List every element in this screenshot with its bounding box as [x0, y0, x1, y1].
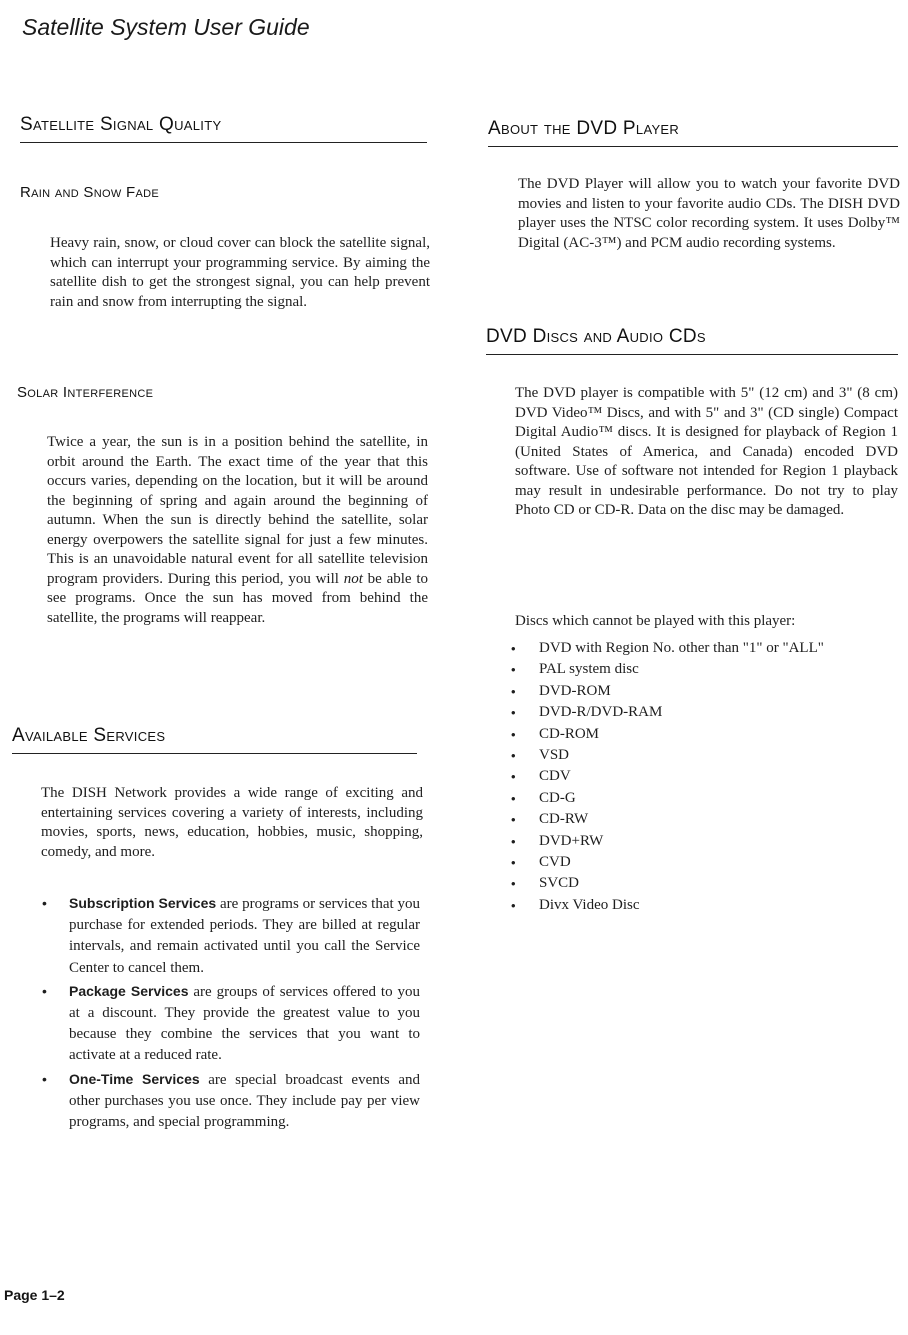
paragraph-rain-snow: Heavy rain, snow, or cloud cover can block the satellite signal, which can interrupt your programming service. By aiming the satellite dish to get the strongest signal, you can help prevent rain and snow from interrupting the signal. [50, 235, 430, 310]
bullet-icon: • [511, 748, 516, 764]
service-description: are programs or services that you purchase for extended periods. They are billed at regular intervals, and remain activated until you call the Service Center to cancel them. [69, 896, 420, 976]
running-header: Satellite System User Guide [22, 14, 310, 40]
bullet-icon: • [511, 726, 516, 742]
subsection-title-solar: Solar Interference [17, 384, 154, 401]
disc-type: CD-ROM [539, 725, 600, 742]
list-item [508, 852, 898, 873]
bullet-icon: • [42, 982, 47, 999]
disc-type: CDV [539, 768, 571, 785]
services-list [36, 893, 420, 1135]
service-description: are groups of services offered to you at a discount. They provide the greatest value to you because they combine the services that you want to activate at a reduced rate. [69, 983, 420, 1064]
disc-type: PAL system disc [539, 661, 639, 678]
unplayable-discs-label: Discs which cannot be played with this player: [515, 613, 796, 629]
list-item [508, 724, 898, 745]
list-item [36, 1069, 420, 1134]
solar-text-emphasis: not [343, 570, 363, 587]
list-item [508, 809, 898, 830]
bullet-icon: • [511, 662, 516, 678]
solar-text-start: Twice a year, the sun is in a position behind the satellite, in orbit around the Earth. The exact time of the year that this occurs varies, depending on the location, but it will be around the beginning of spring and again around the beginning of autumn. When the sun is directly behind the satellite, solar energy overpowers the satellite signal for just a few minutes. This is an unavoidable natural event for all satellite television program providers. During this period, you will [47, 434, 428, 587]
bullet-icon: • [511, 641, 516, 656]
list-item [508, 745, 898, 766]
list-item [508, 766, 898, 787]
list-item [36, 893, 420, 979]
list-item [508, 681, 898, 702]
disc-type: DVD-R/DVD-RAM [539, 704, 663, 721]
list-item [508, 831, 898, 852]
paragraph-dvd-discs: The DVD player is compatible with 5" (12 cm) and 3" (8 cm) DVD Video™ Discs, and with 5" and 3" (CD single) Compact Digital Audio™ discs. It is designed for playback of Region 1 (United States of America, and Canada) encoded DVD software. Use of software not intended for Region 1 playback may result in undesirable performance. Do not try to play Photo CD or CD-R. Data on the disc may be damaged. [515, 385, 898, 518]
section-title-dvd-discs: DVD Discs and Audio CDs [486, 326, 898, 355]
list-item [508, 788, 898, 809]
bullet-icon: • [511, 833, 516, 849]
bullet-icon: • [511, 705, 516, 721]
bullet-icon: • [42, 1070, 47, 1087]
section-title-signal-quality: Satellite Signal Quality [20, 114, 427, 143]
list-item [508, 638, 898, 659]
subsection-title-rain-snow: Rain and Snow Fade [20, 184, 159, 201]
unplayable-discs-list [508, 638, 898, 916]
service-description: are special broadcast events and other purchases you use once. They include pay per view programs, and special programming. [69, 1071, 420, 1131]
disc-type: DVD with Region No. other than "1" or "ALL" [539, 640, 824, 656]
service-term: Package Services [69, 982, 189, 999]
bullet-icon: • [511, 769, 516, 785]
page-number: Page 1–2 [4, 1287, 65, 1303]
bullet-icon: • [511, 683, 516, 699]
bullet-icon: • [42, 895, 47, 911]
list-item [508, 702, 898, 723]
paragraph-services-intro: The DISH Network provides a wide range of exciting and entertaining services covering a variety of interests, including movies, sports, news, education, hobbies, music, shopping, comedy, and more. [41, 785, 423, 860]
list-item [508, 873, 898, 894]
list-item [36, 981, 420, 1067]
disc-type: VSD [539, 747, 570, 764]
solar-text-end: be able to see programs. Once the sun has moved from behind the satellite, the programs will reappear. [47, 570, 428, 626]
disc-type: SVCD [539, 875, 580, 892]
list-item [508, 659, 898, 680]
section-title-about-dvd: About the DVD Player [488, 118, 898, 147]
bullet-icon: • [511, 897, 516, 913]
bullet-icon: • [511, 855, 516, 871]
bullet-icon: • [511, 876, 516, 892]
bullet-icon: • [511, 812, 516, 828]
disc-type: Divx Video Disc [539, 896, 640, 913]
disc-type: DVD+RW [539, 832, 604, 849]
service-term: One-Time Services [69, 1070, 200, 1087]
bullet-icon: • [511, 790, 516, 806]
paragraph-about-dvd: The DVD Player will allow you to watch your favorite DVD movies and listen to your favorite audio CDs. The DISH DVD player uses the NTSC color recording system. It uses Dolby™ Digital (AC-3™) and PCM audio recording systems. [518, 176, 900, 251]
disc-type: CVD [539, 854, 571, 871]
service-term: Subscription Services [69, 895, 217, 911]
paragraph-solar [47, 433, 428, 628]
disc-type: CD-RW [539, 811, 589, 828]
list-item [508, 895, 898, 916]
section-title-available-services: Available Services [12, 725, 417, 754]
disc-type: DVD-ROM [539, 682, 611, 699]
disc-type: CD-G [539, 789, 576, 806]
